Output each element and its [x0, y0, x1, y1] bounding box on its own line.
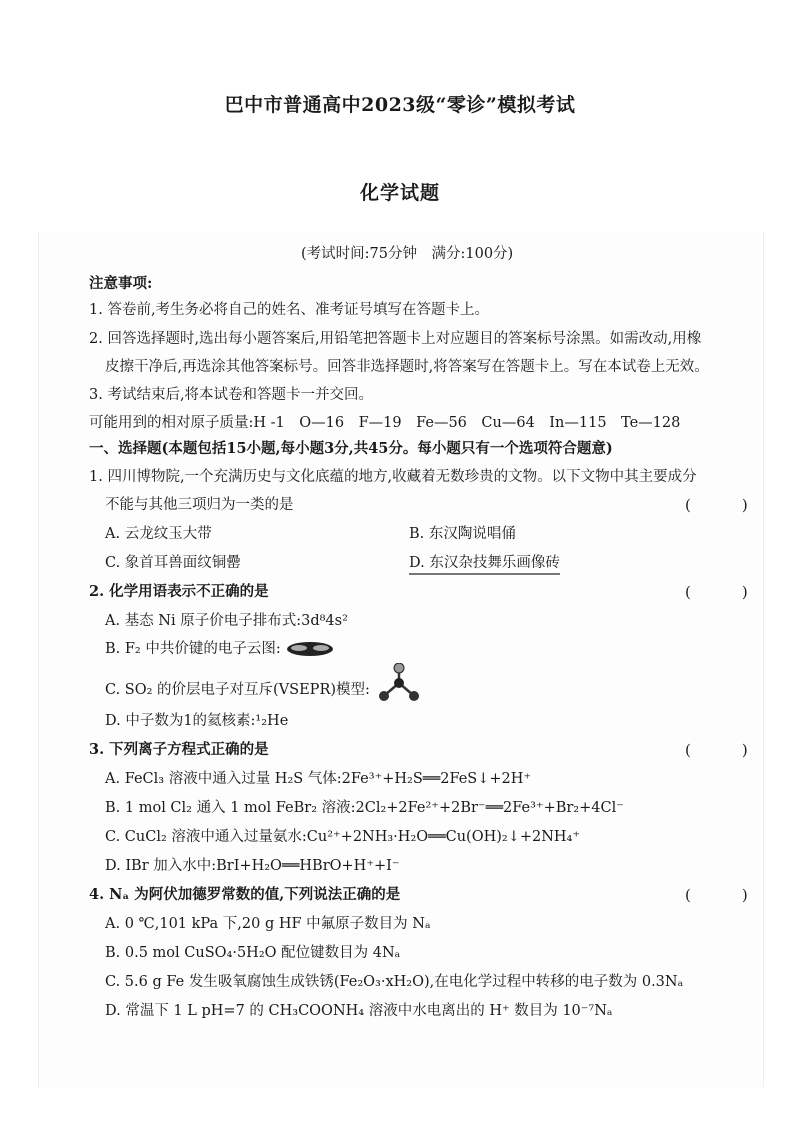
- q3-option-d: D. IBr 加入水中:BrI+H₂O══HBrO+H⁺+I⁻: [105, 858, 400, 874]
- q4-option-d: D. 常温下 1 L pH=7 的 CH₃COONH₄ 溶液中水电离出的 H⁺ 数目为 10⁻⁷Nₐ: [105, 1003, 613, 1019]
- q1-option-c: C. 象首耳兽面纹铜罍: [105, 555, 241, 571]
- question-1-stem: 1. 四川博物院,一个充满历史与文化底蕴的地方,收藏着无数珍贵的文物。以下文物中其主要成分: [89, 469, 697, 485]
- answer-paren: ( ): [685, 583, 766, 601]
- q2-option-d: D. 中子数为1的氦核素:¹₂He: [105, 713, 289, 729]
- atomic-masses: 可能用到的相对原子质量:H -1 O—16 F—19 Fe—56 Cu—64 In—115 Te—128: [89, 415, 681, 431]
- q1-option-b: B. 东汉陶说唱俑: [409, 526, 516, 542]
- q3-option-b: B. 1 mol Cl₂ 通入 1 mol FeBr₂ 溶液:2Cl₂+2Fe²⁺+2Br⁻══2Fe³⁺+Br₂+4Cl⁻: [105, 800, 624, 816]
- question-4-stem: 4. Nₐ 为阿伏加德罗常数的值,下列说法正确的是: [89, 886, 401, 903]
- note-item: 皮擦干净后,再选涂其他答案标号。回答非选择题时,将答案写在答题卡上。写在本试卷上无效。: [105, 359, 709, 375]
- vsepr-model-icon: [375, 663, 423, 703]
- q1-option-a: A. 云龙纹玉大带: [105, 526, 212, 542]
- q1-option-d: [409, 553, 560, 575]
- q4-option-b: B. 0.5 mol CuSO₄·5H₂O 配位键数目为 4Nₐ: [105, 945, 401, 961]
- q2-option-b-text: B. F₂ 中共价键的电子云图:: [105, 641, 281, 657]
- q2-option-b: [105, 639, 335, 659]
- answer-paren: ( ): [685, 496, 766, 514]
- section-heading: 一、选择题(本题包括15小题,每小题3分,共45分。每小题只有一个选项符合题意): [89, 440, 613, 457]
- subject-title: 化学试题: [359, 182, 440, 204]
- q1-option-d-text: D. 东汉杂技舞乐画像砖: [409, 553, 560, 575]
- q4-option-c: C. 5.6 g Fe 发生吸氧腐蚀生成铁锈(Fe₂O₃·xH₂O),在电化学过程中转移的电子数为 0.3Nₐ: [105, 974, 684, 990]
- exam-sheet: [38, 232, 764, 1087]
- q2-option-c-text: C. SO₂ 的价层电子对互斥(VSEPR)模型:: [105, 682, 370, 698]
- note-item: 1. 答卷前,考生务必将自己的姓名、准考证号填写在答题卡上。: [89, 302, 490, 318]
- answer-paren: ( ): [685, 741, 766, 759]
- q2-option-c: [105, 677, 423, 703]
- q3-option-a: A. FeCl₃ 溶液中通入过量 H₂S 气体:2Fe³⁺+H₂S══2FeS↓+2H⁺: [105, 771, 532, 787]
- notes-heading: 注意事项:: [89, 275, 153, 292]
- electron-cloud-icon: [285, 640, 335, 658]
- q3-option-c: C. CuCl₂ 溶液中通入过量氨水:Cu²⁺+2NH₃·H₂O══Cu(OH)₂↓+2NH₄⁺: [105, 829, 581, 845]
- question-3-stem: 3. 下列离子方程式正确的是: [89, 741, 269, 758]
- q4-option-a: A. 0 ℃,101 kPa 下,20 g HF 中氟原子数目为 Nₐ: [105, 916, 431, 932]
- note-item: 2. 回答选择题时,选出每小题答案后,用铅笔把答题卡上对应题目的答案标号涂黑。如需改动,用橡: [89, 331, 702, 347]
- question-2-stem: 2. 化学用语表示不正确的是: [89, 583, 269, 600]
- question-1-stem-cont: 不能与其他三项归为一类的是: [105, 497, 294, 513]
- answer-paren: ( ): [685, 886, 766, 904]
- exam-title: 巴中市普通高中2023级“零诊”模拟考试: [224, 94, 576, 116]
- exam-info: (考试时间:75分钟 满分:100分): [301, 246, 514, 262]
- note-item: 3. 考试结束后,将本试卷和答题卡一并交回。: [89, 387, 374, 403]
- q2-option-a: A. 基态 Ni 原子价电子排布式:3d⁸4s²: [105, 613, 348, 629]
